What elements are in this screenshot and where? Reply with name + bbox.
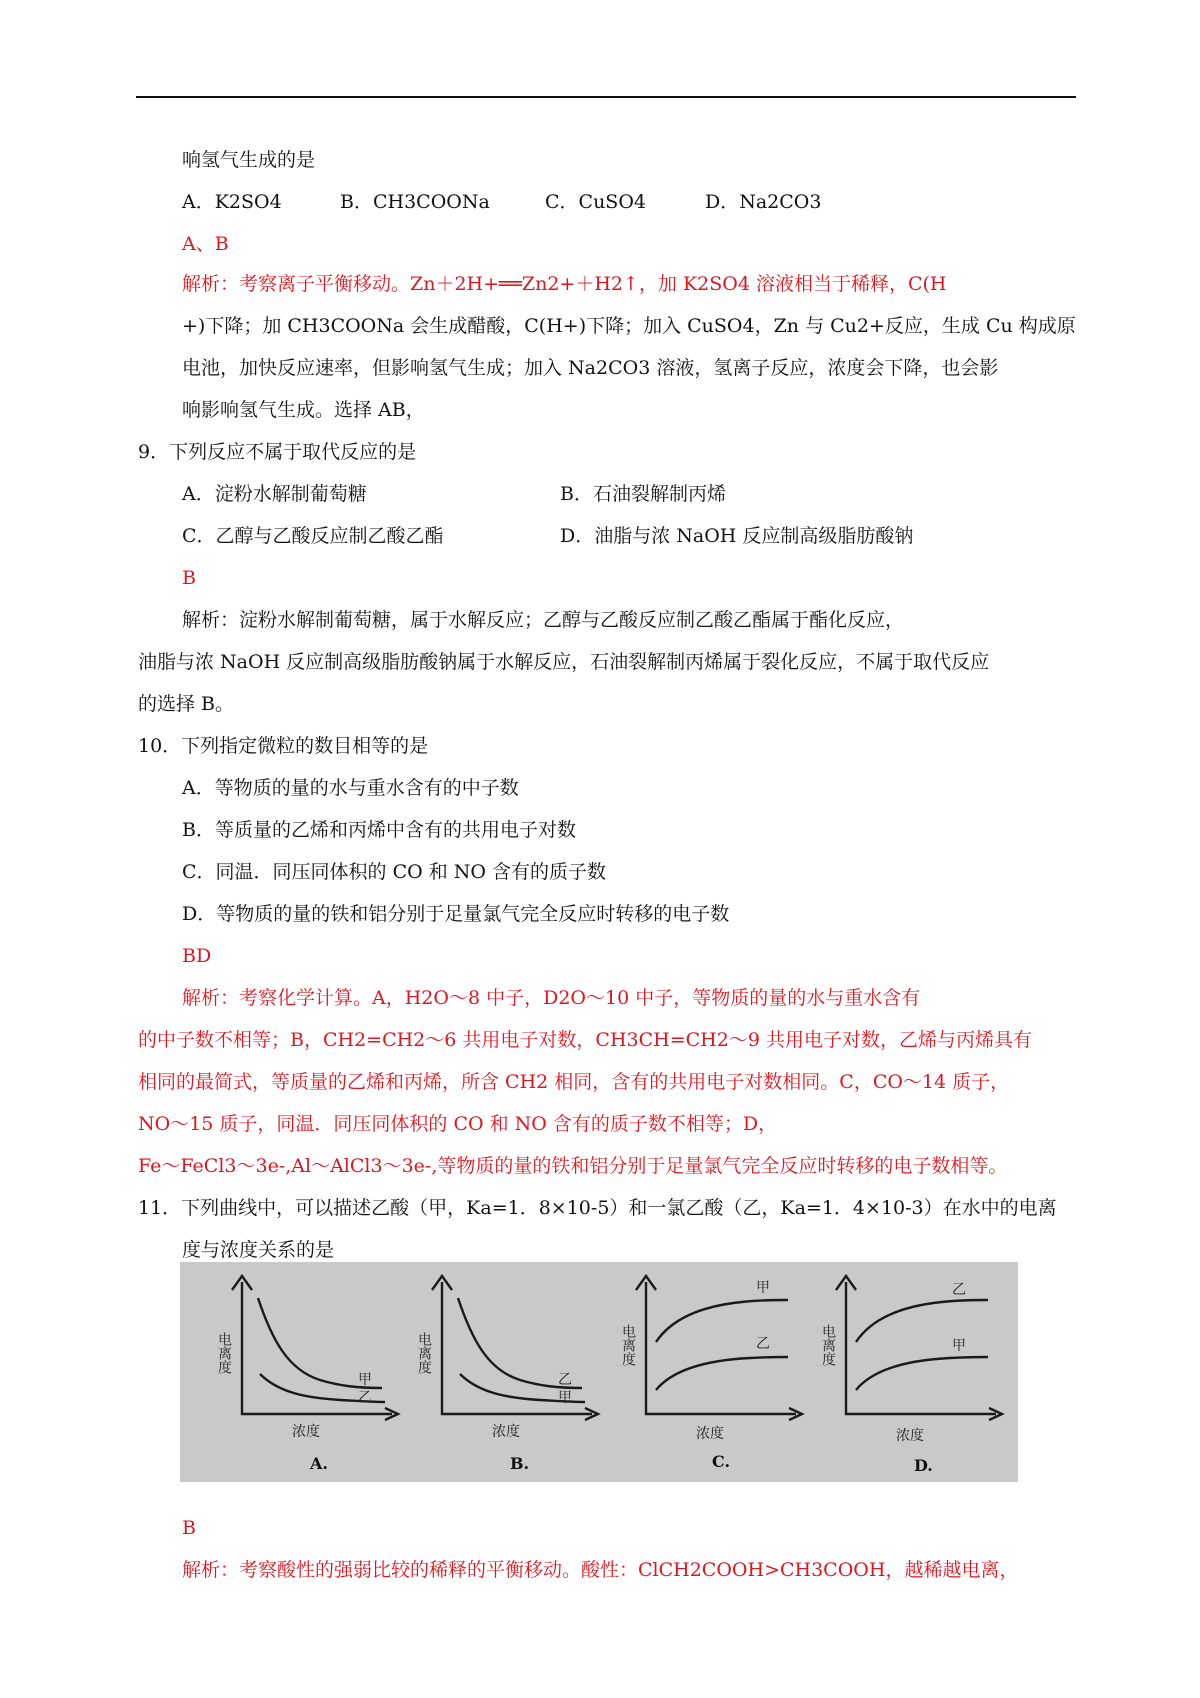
panel-a-label: A. bbox=[310, 1454, 328, 1473]
panel-c-lower-curve bbox=[656, 1357, 788, 1390]
panel-d-x-label: 浓度 bbox=[896, 1428, 924, 1444]
q9-option-d: D．油脂与浓 NaOH 反应制高级脂肪酸钠 bbox=[560, 525, 914, 547]
q9-option-b: B．石油裂解制丙烯 bbox=[560, 483, 726, 505]
panel-c-label: C. bbox=[712, 1452, 731, 1471]
panel-b-y-label: 电离度 bbox=[416, 1332, 432, 1374]
q8-option-d: D．Na2CO3 bbox=[705, 191, 822, 213]
q10-answer: BD bbox=[182, 945, 212, 967]
q8-answer: A、B bbox=[182, 233, 229, 255]
panel-a-lower-label: 乙 bbox=[358, 1390, 372, 1406]
panel-c-x-label: 浓度 bbox=[696, 1426, 724, 1442]
panel-d-upper-curve bbox=[856, 1300, 988, 1342]
q8-analysis-line-3: 电池，加快反应速率，但影响氢气生成；加入 Na2CO3 溶液，氢离子反应，浓度会下降，也会影 bbox=[182, 357, 999, 379]
q10-option-b: B．等质量的乙烯和丙烯中含有的共用电子对数 bbox=[182, 819, 576, 841]
panel-d-axes bbox=[846, 1282, 996, 1414]
panel-d-label: D. bbox=[914, 1456, 933, 1475]
q11-stem-line-2: 度与浓度关系的是 bbox=[182, 1239, 335, 1261]
q8-stem-tail: 响氢气生成的是 bbox=[182, 149, 316, 171]
panel-a-x-label: 浓度 bbox=[292, 1424, 320, 1440]
q10-analysis-line-4: NO～15 质子，同温．同压同体积的 CO 和 NO 含有的质子数不相等；D， bbox=[138, 1113, 778, 1135]
q9-stem: 9．下列反应不属于取代反应的是 bbox=[138, 441, 417, 463]
panel-c-axes bbox=[646, 1282, 796, 1414]
q10-analysis-line-5: Fe～FeCl3～3e-,Al～AlCl3～3e-,等物质的量的铁和铝分别于足量氯气完全反应时转移的电子数相等。 bbox=[138, 1155, 1008, 1177]
q10-analysis-line-3: 相同的最简式，等质量的乙烯和丙烯，所含 CH2 相同，含有的共用电子对数相同。C，CO～14 质子， bbox=[138, 1071, 1010, 1093]
panel-b-x-label: 浓度 bbox=[492, 1424, 520, 1440]
q11-analysis-line-1: 解析：考察酸性的强弱比较的稀释的平衡移动。酸性：ClCH2COOH>CH3COOH，越稀越电离， bbox=[182, 1559, 1019, 1581]
q11-stem-line-1: 11．下列曲线中，可以描述乙酸（甲，Ka=1．8×10-5）和一氯乙酸（乙，Ka=1．4×10-3）在水中的电离 bbox=[138, 1197, 1057, 1219]
panel-a-upper-label: 甲 bbox=[358, 1372, 372, 1388]
header-rule bbox=[136, 96, 1076, 98]
panel-b-lower-label: 甲 bbox=[558, 1390, 572, 1406]
q10-option-a: A．等物质的量的水与重水含有的中子数 bbox=[182, 777, 519, 799]
q10-stem: 10．下列指定微粒的数目相等的是 bbox=[138, 735, 429, 757]
q10-analysis-line-2: 的中子数不相等；B，CH2=CH2～6 共用电子对数，CH3CH=CH2～9 共用电子对数，乙烯与丙烯具有 bbox=[138, 1029, 1032, 1051]
q11-answer: B bbox=[182, 1517, 196, 1539]
q8-option-c: C．CuSO4 bbox=[545, 191, 646, 213]
q9-analysis-line-3: 的选择 B。 bbox=[138, 693, 235, 715]
q9-analysis-line-1: 解析：淀粉水解制葡萄糖，属于水解反应；乙醇与乙酸反应制乙酸乙酯属于酯化反应， bbox=[182, 609, 905, 631]
panel-d-y-label: 电离度 bbox=[820, 1324, 836, 1366]
q8-option-a: A．K2SO4 bbox=[182, 191, 282, 213]
panel-b-upper-label: 乙 bbox=[558, 1372, 572, 1388]
q9-option-c: C．乙醇与乙酸反应制乙酸乙酯 bbox=[182, 525, 444, 547]
q8-analysis-line-1: 解析：考察离子平衡移动。Zn＋2H+══Zn2+＋H2↑，加 K2SO4 溶液相当于稀释，C(H bbox=[182, 273, 947, 295]
q10-option-c: C．同温．同压同体积的 CO 和 NO 含有的质子数 bbox=[182, 861, 607, 883]
panel-c-y-label: 电离度 bbox=[620, 1324, 636, 1366]
q11-figure-svg bbox=[180, 1262, 1018, 1482]
panel-d-lower-label: 甲 bbox=[952, 1338, 966, 1354]
q9-answer: B bbox=[182, 567, 196, 589]
panel-c-upper-label: 甲 bbox=[756, 1280, 770, 1296]
panel-b-label: B. bbox=[510, 1454, 530, 1473]
q9-analysis-line-2: 油脂与浓 NaOH 反应制高级脂肪酸钠属于水解反应，石油裂解制丙烯属于裂化反应，不属于取代反应 bbox=[138, 651, 990, 673]
panel-d-lower-curve bbox=[856, 1357, 988, 1390]
panel-a-y-label: 电离度 bbox=[216, 1332, 232, 1374]
q11-figure bbox=[180, 1262, 1018, 1482]
q8-analysis-line-4: 响影响氢气生成。选择 AB， bbox=[182, 399, 425, 421]
panel-d-upper-label: 乙 bbox=[952, 1282, 966, 1298]
q8-analysis-line-2: +)下降；加 CH3COONa 会生成醋酸，C(H+)下降；加入 CuSO4，Zn 与 Cu2+反应，生成 Cu 构成原 bbox=[182, 315, 1076, 337]
q9-option-a: A．淀粉水解制葡萄糖 bbox=[182, 483, 367, 505]
q10-option-d: D．等物质的量的铁和铝分别于足量氯气完全反应时转移的电子数 bbox=[182, 903, 730, 925]
panel-c-lower-label: 乙 bbox=[756, 1336, 770, 1352]
q10-analysis-line-1: 解析：考察化学计算。A，H2O～8 中子，D2O～10 中子，等物质的量的水与重水含有 bbox=[182, 987, 921, 1009]
q8-option-b: B．CH3COONa bbox=[340, 191, 490, 213]
